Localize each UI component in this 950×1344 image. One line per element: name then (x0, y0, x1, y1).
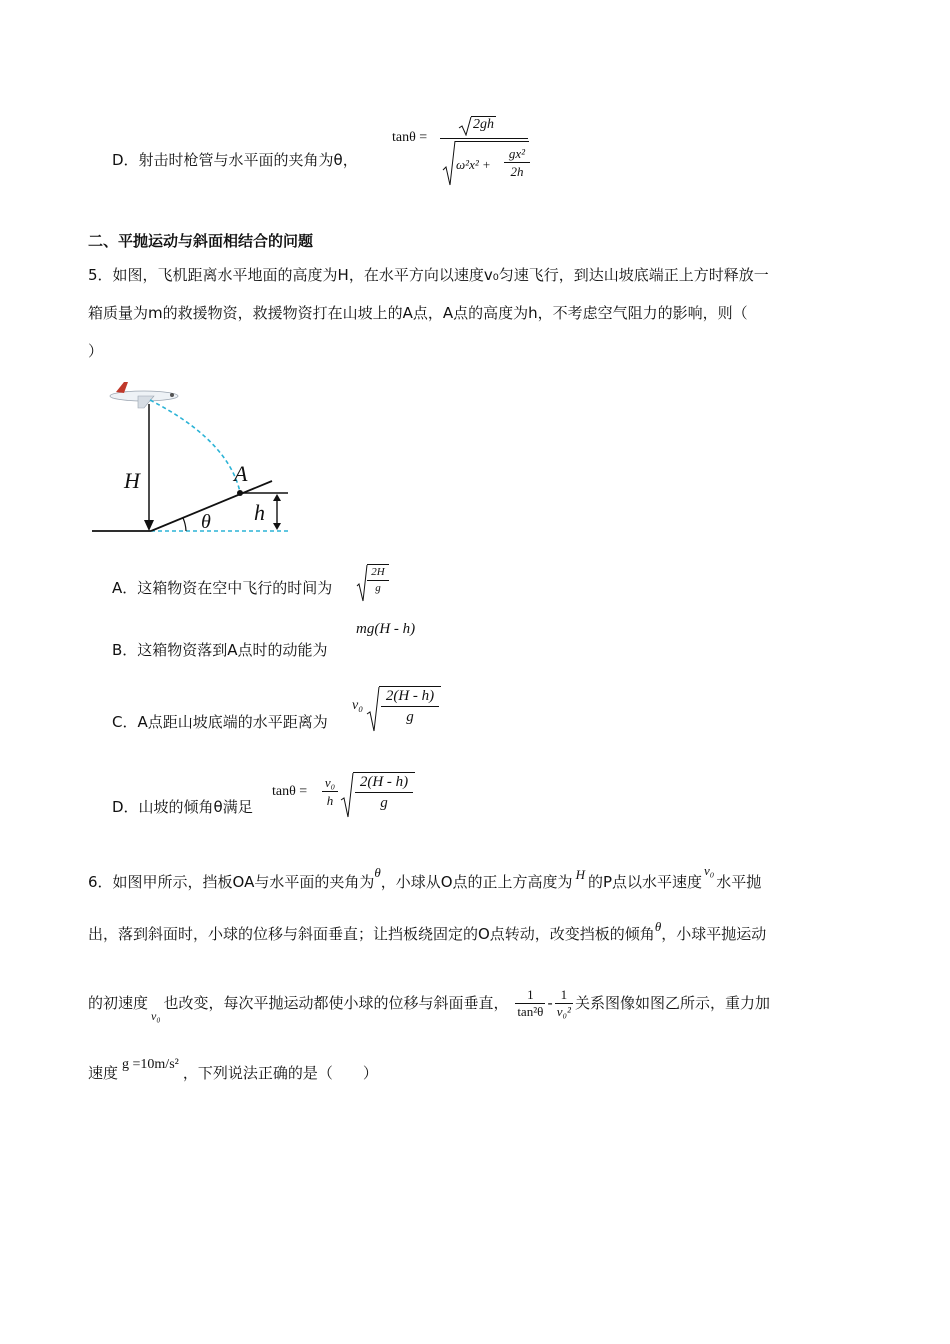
q5-line-3: ） (88, 342, 104, 360)
section-heading: 二、平抛运动与斜面相结合的问题 (88, 232, 314, 250)
airplane-icon (110, 382, 178, 408)
formula-lhs: tanθ = (392, 130, 428, 145)
fraction-tan: $\frac{1}{\text{tan²θ}}$ (517, 987, 544, 1019)
q5-option-c: C．A点距山坡底端的水平距离为 (112, 713, 328, 731)
arrow-up-icon (273, 494, 281, 501)
q6-line-2: 出，落到斜面时，小球的位移与斜面垂直；让挡板绕固定的O点转动，改变挡板的倾角θ，小球平抛运动 (88, 919, 767, 943)
fraction-v0: $\frac{1}{\text{v₀²}}$ (556, 987, 571, 1019)
label-theta: θ (201, 511, 211, 533)
q5-figure (88, 380, 298, 540)
q5-option-b: B．这箱物资落到A点时的动能为 (112, 641, 328, 659)
q6-line-1: 6．如图甲所示，挡板OA与水平面的夹角为θ，小球从O点的正上方高度为 H 的P点以水平速度v₀水平抛 (88, 863, 762, 891)
label-H: H (124, 468, 140, 493)
q5-line-2: 箱质量为m的救援物资，救援物资打在山坡上的A点，A点的高度为h，不考虑空气阻力的影响，则（ (88, 304, 748, 322)
q6-line-4: 速度 g =10m/s² ，下列说法正确的是（ ） (88, 1057, 378, 1082)
sqrt-sign-icon (442, 140, 456, 186)
sqrt-sign-icon (366, 686, 380, 732)
sqrt-sign-icon (458, 116, 472, 136)
formula-numerator: 2gh (473, 117, 494, 132)
label-h: h (254, 500, 265, 525)
sqrt-sign-icon (340, 772, 354, 818)
q5-option-b-math: mg(H - h) (356, 621, 416, 637)
formula-den-part: ω²x² + (456, 157, 491, 172)
fraction-bar (440, 138, 528, 139)
arrow-down-icon (144, 520, 154, 531)
q4-option-d (112, 150, 358, 170)
arrow-down-icon (273, 523, 281, 530)
q6-line-3: 的初速度$_{v_0}$也改变，每次平抛运动都使小球的位移与斜面垂直， $\frac{1}{\text{tan²θ}}$ - $\frac{1}{\text{v₀²}}$ 关系图像如图乙所示，重力加 (88, 987, 770, 1023)
q5-line-1: 5．如图，飞机距离水平地面的高度为H，在水平方向以速度v₀匀速飞行，到达山坡底端正上方时释放一 (88, 266, 769, 284)
gravity-value: g =10m/s² (122, 1057, 179, 1072)
trajectory-curve (150, 400, 240, 492)
label-A: A (234, 461, 248, 486)
q4-option-d-label: D．射击时枪管与水平面的夹角为θ， (112, 151, 358, 169)
q5-option-d: D．山坡的倾角θ满足 (112, 798, 253, 816)
formula-den-fraction: gx² 2h (504, 146, 530, 181)
q5-option-a: A．这箱物资在空中飞行的时间为 (112, 579, 333, 597)
